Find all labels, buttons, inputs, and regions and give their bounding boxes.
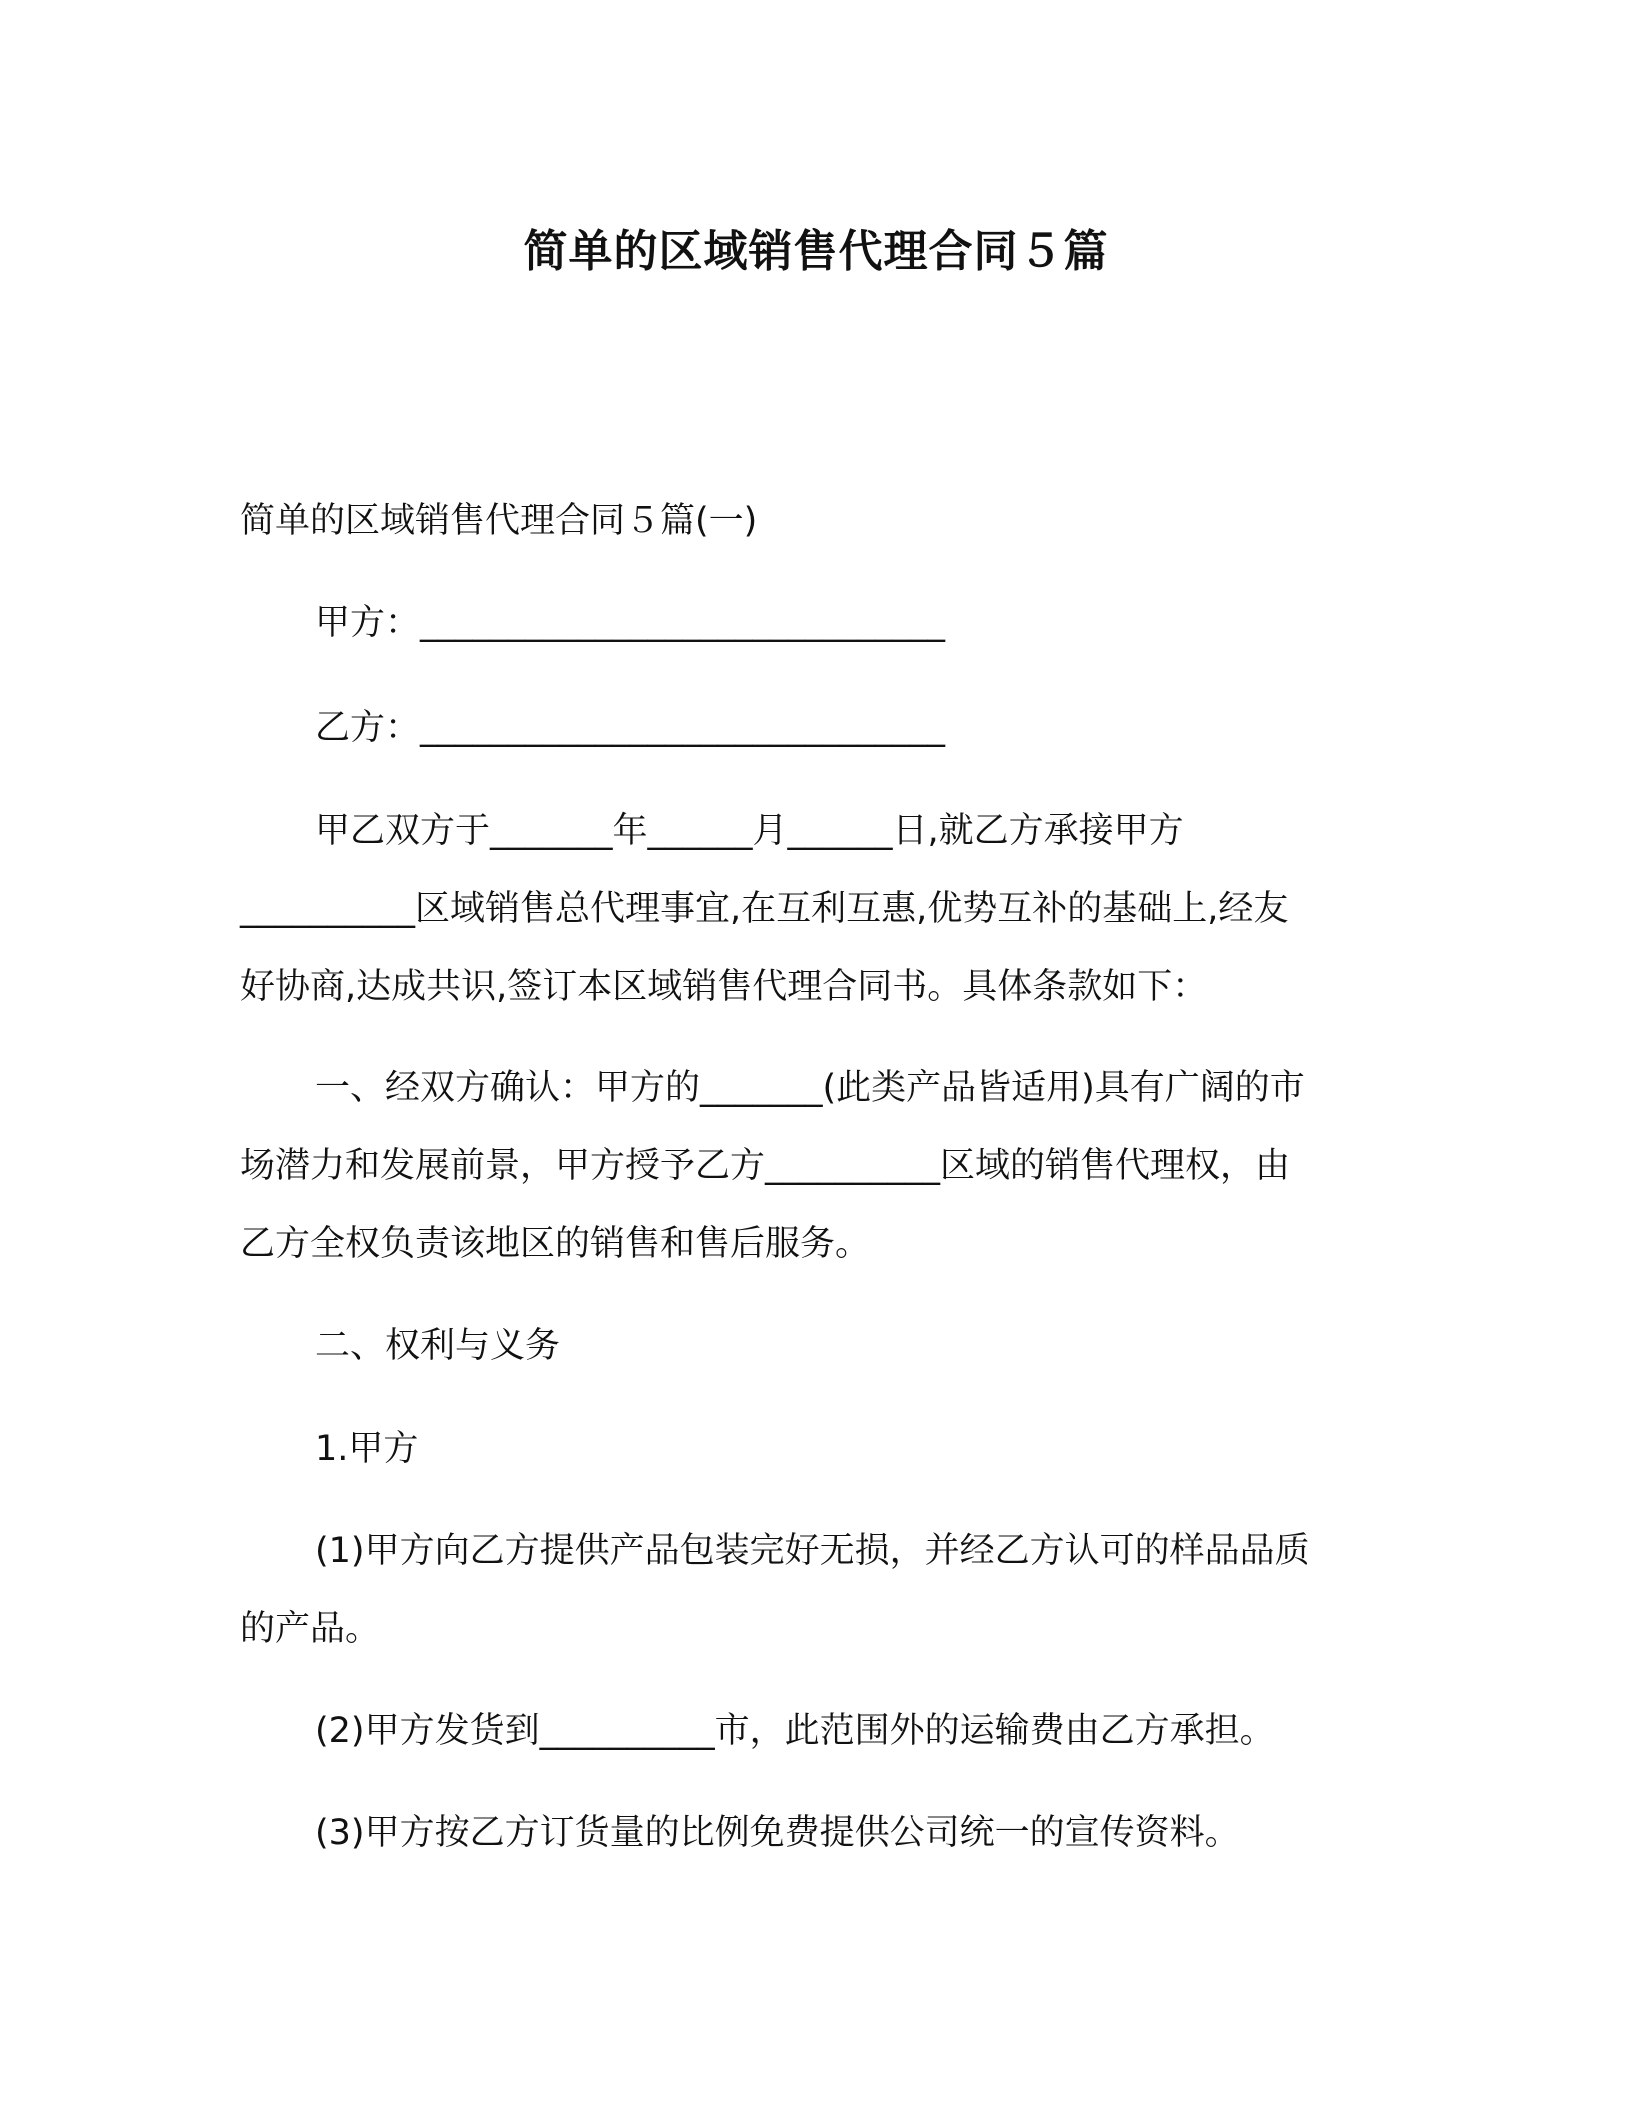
item-1-line-1: (1)甲方向乙方提供产品包装完好无损，并经乙方认可的样品品质 xyxy=(315,1531,1310,1571)
clause-1-line-2: 场潜力和发展前景，甲方授予乙方__________区域的销售代理权，由 xyxy=(240,1146,1291,1186)
party-a-line: 甲方：______________________________ xyxy=(315,603,946,643)
intro-line-3: 好协商,达成共识,签订本区域销售代理合同书。具体条款如下： xyxy=(240,967,1208,1007)
document-subtitle: 简单的区域销售代理合同５篇(一) xyxy=(240,501,758,541)
clause-1-line-1: 一、经双方确认：甲方的_______(此类产品皆适用)具有广阔的市 xyxy=(315,1068,1305,1108)
item-1-line-2: 的产品。 xyxy=(240,1609,381,1649)
intro-line-1: 甲乙双方于_______年______月______日,就乙方承接甲方 xyxy=(315,811,1184,851)
clause-2-heading: 二、权利与义务 xyxy=(315,1326,561,1366)
intro-line-2: __________区域销售总代理事宜,在互利互惠,优势互补的基础上,经友 xyxy=(240,889,1289,929)
clause-2-subheading: 1.甲方 xyxy=(315,1429,419,1469)
document-title: 简单的区域销售代理合同５篇 xyxy=(523,226,1109,277)
item-2-line: (2)甲方发货到__________市，此范围外的运输费由乙方承担。 xyxy=(315,1711,1275,1751)
party-b-line: 乙方：______________________________ xyxy=(315,708,946,748)
item-3-line: (3)甲方按乙方订货量的比例免费提供公司统一的宣传资料。 xyxy=(315,1813,1240,1853)
clause-1-line-3: 乙方全权负责该地区的销售和售后服务。 xyxy=(240,1224,871,1264)
